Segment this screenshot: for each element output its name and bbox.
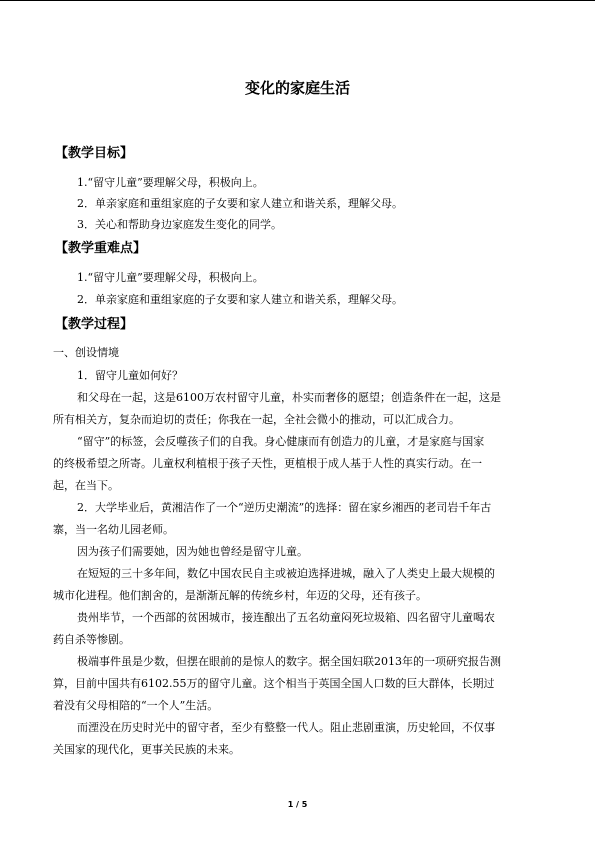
process-line-7: 起，在当下。 [53, 479, 119, 492]
process-line-19: 关国家的现代化，更事关民族的未来。 [53, 743, 240, 756]
process-line-6: 的终极希望之所寄。儿童权利植根于孩子天性，更植根于成人基于人性的真实行动。在一 [53, 457, 482, 470]
document-title: 变化的家庭生活 [244, 79, 350, 97]
process-line-11: 在短短的三十多年间，数亿中国农民自主或被迫选择进城，融入了人类史上最大规模的 [77, 567, 495, 580]
process-line-17: 着没有父母相陪的“一个人”生活。 [53, 699, 219, 712]
process-line-2: 1．留守儿童如何好？ [77, 369, 183, 382]
process-line-18: 而湮没在历史时光中的留守者，至少有整整一代人。阻止悲剧重演，历史轮回，不仅事 [77, 721, 495, 734]
key-point-item-2: 2．单亲家庭和重组家庭的子女要和家人建立和谐关系，理解父母。 [77, 293, 403, 306]
objective-item-2: 2．单亲家庭和重组家庭的子女要和家人建立和谐关系，理解父母。 [77, 197, 403, 210]
process-line-15: 极端事件虽是少数，但摆在眼前的是惊人的数字。据全国妇联2013年的一项研究报告测 [77, 655, 501, 668]
section-heading-key-points: 【教学重难点】 [55, 241, 147, 256]
process-line-12: 城市化进程。他们割舍的，是渐渐瓦解的传统乡村，年迈的父母，还有孩子。 [53, 589, 427, 602]
key-point-item-1: 1.“留守儿童”要理解父母，积极向上。 [77, 271, 264, 284]
section-heading-objectives: 【教学目标】 [55, 146, 134, 161]
page-number: 1 / 5 [287, 800, 308, 809]
process-line-16: 算，目前中国共有6102.55万的留守儿童。这个相当于英国全国人口数的巨大群体，长期过 [53, 677, 495, 690]
process-line-3: 和父母在一起，这是6100万农村留守儿童，朴实而奢侈的愿望；创造条件在一起，这是 [77, 391, 501, 404]
process-line-9: 寨，当一名幼儿园老师。 [53, 523, 174, 536]
process-line-10: 因为孩子们需要她，因为她也曾经是留守儿童。 [77, 545, 308, 558]
objective-item-3: 3．关心和帮助身边家庭发生变化的同学。 [77, 218, 282, 231]
process-line-1: 一、创设情境 [53, 346, 119, 359]
process-line-4: 所有相关方，复杂而迫切的责任；你我在一起，全社会微小的推动，可以汇成合力。 [53, 413, 460, 426]
process-line-8: 2．大学毕业后，黄湘洁作了一个“逆历史潮流”的选择：留在家乡湘西的老司岩千年古 [77, 501, 492, 514]
objective-item-1: 1.“留守儿童”要理解父母，积极向上。 [77, 176, 264, 189]
process-line-13: 贵州毕节，一个西部的贫困城市，接连酿出了五名幼童闷死垃圾箱、四名留守儿童喝农 [77, 611, 495, 624]
process-line-5: “留守”的标签，会反噬孩子们的自我。身心健康而有创造力的儿童，才是家庭与国家 [77, 435, 485, 448]
process-line-14: 药自杀等惨剧。 [53, 633, 130, 646]
section-heading-process: 【教学过程】 [55, 317, 134, 332]
page-top-border [0, 0, 595, 1]
